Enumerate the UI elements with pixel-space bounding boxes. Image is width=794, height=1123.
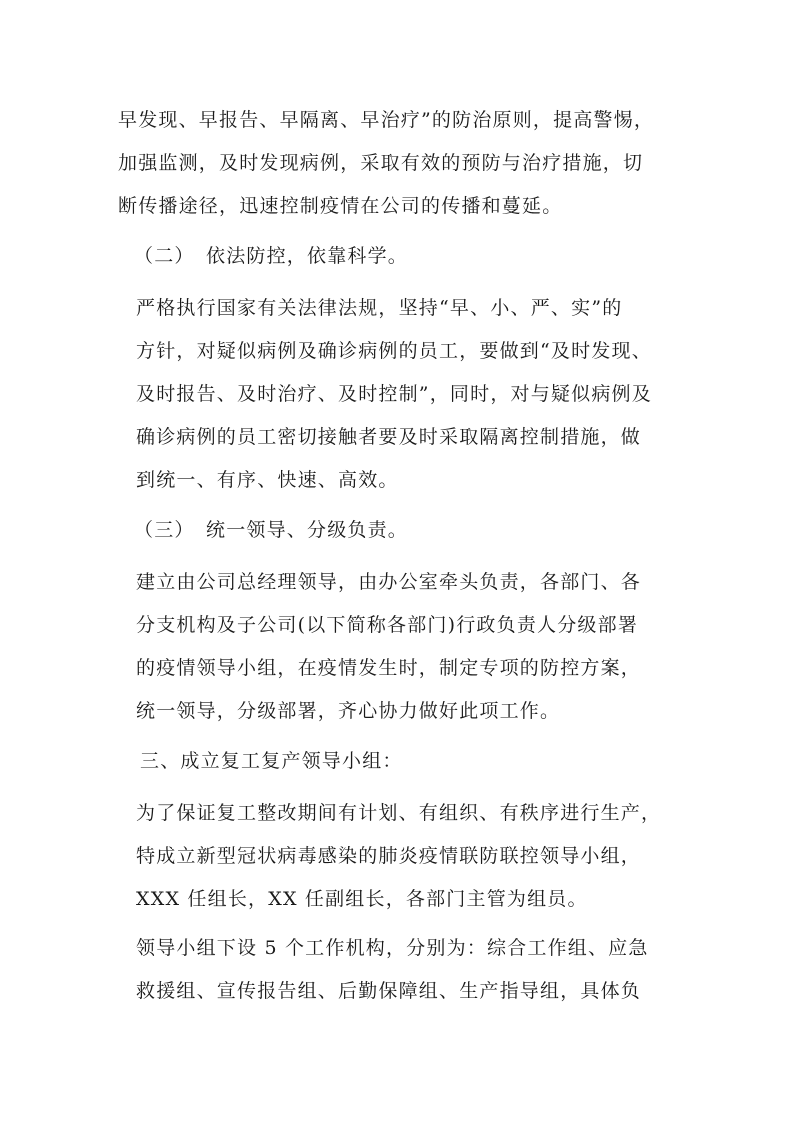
- text-line: 统一领导，分级部署，齐心协力做好此项工作。: [136, 700, 561, 722]
- text-line: 为了保证复工整改期间有计划、有组织、有秩序进行生产，: [136, 802, 662, 824]
- text-line: 确诊病例的员工密切接触者要及时采取隔离控制措施，做: [136, 426, 642, 448]
- subheading-title: 统一领导、分级负责。: [206, 519, 409, 541]
- text-line: 的疫情领导小组，在疫情发生时，制定专项的防控方案，: [136, 657, 642, 679]
- text-line: XXX 任组长，XX 任副组长，各部门主管为组员。: [136, 888, 588, 910]
- text-line: 方针，对疑似病例及确诊病例的员工，要做到“及时发现、: [136, 340, 652, 362]
- text-line: 救援组、宣传报告组、后勤保障组、生产指导组，具体负: [136, 980, 642, 1002]
- text-line: 及时报告、及时治疗、及时控制”，同时，对与疑似病例及: [136, 383, 652, 405]
- text-line: 加强监测，及时发现病例，采取有效的预防与治疗措施，切: [118, 152, 644, 174]
- subheading-title: 依法防控，依靠科学。: [206, 245, 409, 267]
- text-line: 领导小组下设 5 个工作机构，分别为：综合工作组、应急: [136, 937, 649, 959]
- text-line: 建立由公司总经理领导，由办公室牵头负责，各部门、各: [136, 571, 642, 593]
- subheading-number: （二）: [134, 245, 195, 267]
- subheading-number: （三）: [134, 519, 195, 541]
- text-line: 早发现、早报告、早隔离、早治疗”的防治原则，提高警惕，: [118, 109, 655, 131]
- text-line: 特成立新型冠状病毒感染的肺炎疫情联防联控领导小组，: [136, 845, 642, 867]
- text-line: 分支机构及子公司(以下简称各部门)行政负责人分级部署: [136, 614, 639, 636]
- text-line: 断传播途径，迅速控制疫情在公司的传播和蔓延。: [118, 195, 563, 217]
- text-line: 严格执行国家有关法律法规，坚持“早、小、严、实”的: [136, 297, 623, 319]
- section-title: 三、成立复工复产领导小组：: [140, 750, 403, 772]
- text-line: 到统一、有序、快速、高效。: [136, 469, 399, 491]
